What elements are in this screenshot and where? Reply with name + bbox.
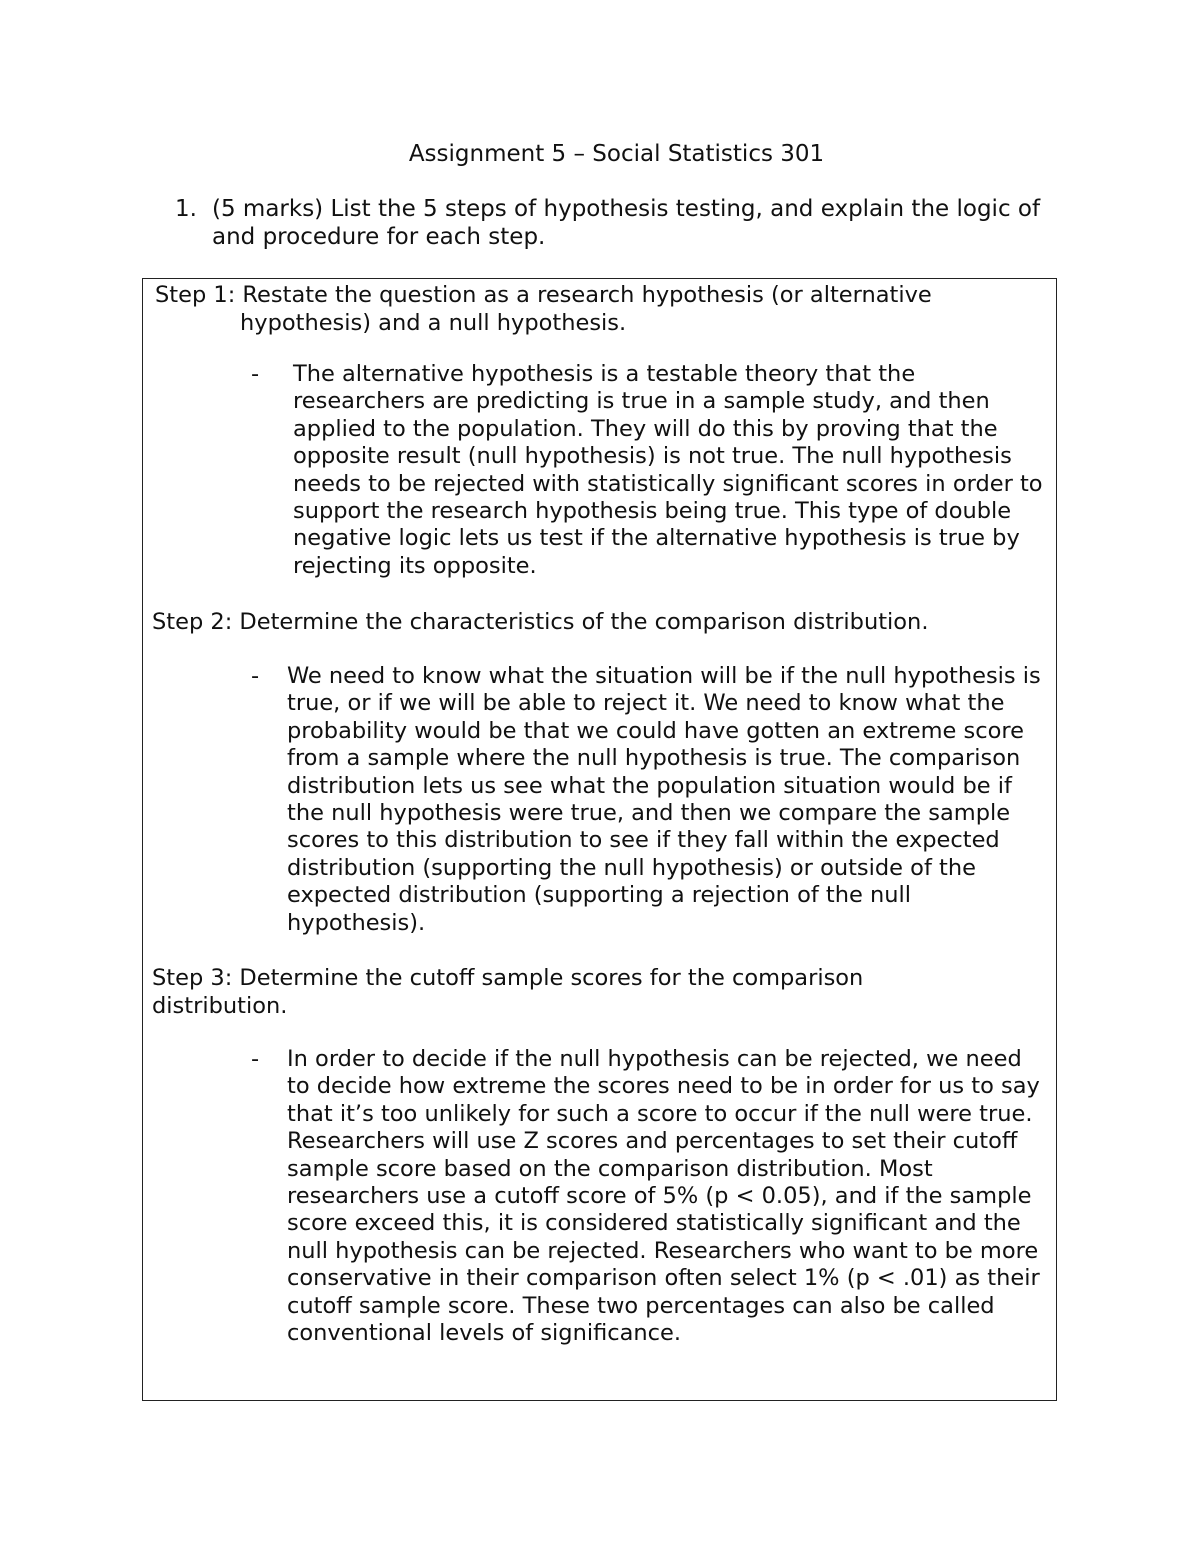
step-1-bullet-text: The alternative hypothesis is a testable theory that the researchers are predicting is true in a sample study, and then applied to the population. They will do this by proving that the opposite result (null hypothesis) is not true. The null hypothesis needs to be rejected with statistically significant scores in order to support the research hypothesis being true. This type of double negative logic lets us test if the alternative hypothesis is true by rejecting its opposite. — [293, 361, 1043, 579]
step-3-bullet — [251, 1046, 1051, 1347]
step-1-heading: Step 1: Restate the question as a research hypothesis (or alternative hypothesis) and a null hypothesis. — [155, 282, 932, 336]
step-3 — [152, 964, 952, 1020]
bullet-dash: - — [251, 361, 260, 387]
step-2-heading: Step 2: Determine the characteristics of the comparison distribution. — [152, 609, 929, 635]
bullet-dash: - — [251, 1046, 260, 1072]
question-number: 1. — [175, 196, 197, 222]
step-2-bullet — [251, 663, 1051, 937]
step-3-bullet-text: In order to decide if the null hypothesis can be rejected, we need to decide how extreme the scores need to be in order for us to say that it’s too unlikely for such a score to occur if the null were true. Researchers will use Z scores and percentages to set their cutoff sample score based on the comparison distribution. Most researchers use a cutoff score of 5% (p < 0.05), and if the sample score exceed this, it is considered statistically significant and the null hypothesis can be rejected. Researchers who want to be more conservative in their comparison often select 1% (p < .01) as their cutoff sample score. These two percentages can also be called conventional levels of significance. — [287, 1046, 1040, 1347]
bullet-dash: - — [251, 663, 260, 689]
question-1 — [175, 195, 1055, 251]
step-1-bullet — [251, 361, 1051, 580]
answer-box — [142, 278, 1057, 1401]
step-3-heading: Step 3: Determine the cutoff sample scores for the comparison distribution. — [152, 965, 864, 1019]
assignment-title: Assignment 5 – Social Statistics 301 — [408, 141, 825, 167]
step-2 — [152, 608, 1032, 636]
step-1 — [155, 281, 1035, 337]
question-text: (5 marks) List the 5 steps of hypothesis testing, and explain the logic of and procedure for each step. — [212, 196, 1041, 250]
step-2-bullet-text: We need to know what the situation will be if the null hypothesis is true, or if we will be able to reject it. We need to know what the probability would be that we could have gotten an extreme score from a sample where the null hypothesis is true. The comparison distribution lets us see what the population situation would be if the null hypothesis were true, and then we compare the sample scores to this distribution to see if they fall within the expected distribution (supporting the null hypothesis) or outside of the expected distribution (supporting a rejection of the null hypothesis). — [287, 663, 1041, 936]
